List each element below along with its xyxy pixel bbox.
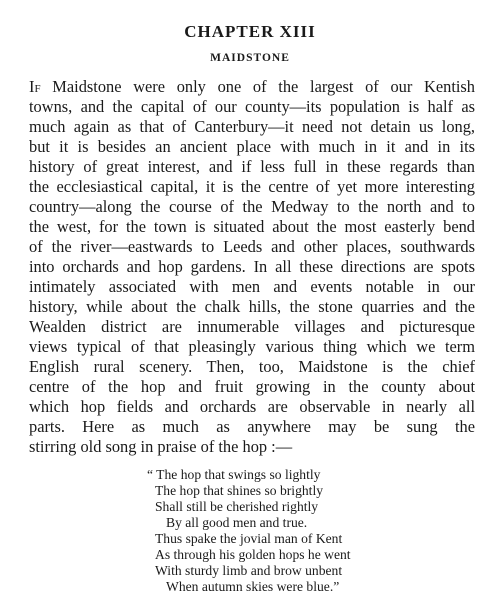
paragraph-1-line-10: into orchards and hop gardens. In all these directions are spots — [29, 257, 475, 276]
paragraph-1-line-4: but it is besides an ancient place with much in it and in its — [29, 137, 475, 156]
paragraph-1-line-1 — [29, 77, 475, 97]
paragraph-1-line-16: centre of the hop and fruit growing in the county about — [29, 377, 475, 396]
paragraph-1-line-15: English rural scenery. Then, too, Maidstone is the chief — [29, 357, 475, 376]
line-text: Maidstone were only one of the largest of our Kentish — [40, 77, 475, 96]
opening-word-rest: f — [34, 77, 41, 96]
paragraph-1-line-14: views typical of that pleasingly various thing which we term — [29, 337, 475, 356]
paragraph-1-line-2: towns, and the capital of our county—its population is half as — [29, 97, 475, 116]
verse-line-6: As through his golden hops he went — [155, 547, 351, 562]
verse-line-8: When autumn skies were blue.” — [166, 579, 340, 594]
verse-line-1: “ The hop that swings so lightly — [147, 467, 321, 482]
paragraph-1-line-11: intimately associated with men and events notable in our — [29, 277, 475, 296]
drop-letter: I — [29, 77, 35, 96]
paragraph-1-line-18: parts. Here as much as anywhere may be sung the — [29, 417, 475, 436]
verse-line-2: The hop that shines so brightly — [155, 483, 324, 498]
paragraph-1-line-6: the ecclesiastical capital, it is the centre of yet more interesting — [29, 177, 475, 196]
verse-line-7: With sturdy limb and brow unbent — [155, 563, 343, 578]
chapter-heading: CHAPTER XIII — [184, 22, 316, 41]
paragraph-1-line-9: of the river—eastwards to Leeds and other places, southwards — [29, 237, 475, 256]
paragraph-1-line-12: history, while about the chalk hills, the stone quarries and the — [29, 297, 475, 316]
verse-line-4: By all good men and true. — [166, 515, 308, 530]
verse-line-5: Thus spake the jovial man of Kent — [155, 531, 343, 546]
paragraph-1-line-19: stirring old song in praise of the hop :— — [29, 437, 293, 456]
paragraph-1-line-8: the west, for the town is situated about the most easterly bend — [29, 217, 475, 236]
paragraph-1-line-5: history of great interest, and if less full in these regards than — [29, 157, 475, 176]
paragraph-1-line-13: Wealden district are innumerable villages and picturesque — [29, 317, 475, 336]
chapter-subtitle: MAIDSTONE — [210, 52, 290, 64]
verse-line-3: Shall still be cherished rightly — [155, 499, 319, 514]
paragraph-1-line-3: much again as that of Canterbury—it need not detain us long, — [29, 117, 475, 136]
paragraph-1-line-7: country—along the course of the Medway to the north and to — [29, 197, 475, 216]
paragraph-1-line-17: which hop fields and orchards are observable in nearly all — [29, 397, 475, 416]
